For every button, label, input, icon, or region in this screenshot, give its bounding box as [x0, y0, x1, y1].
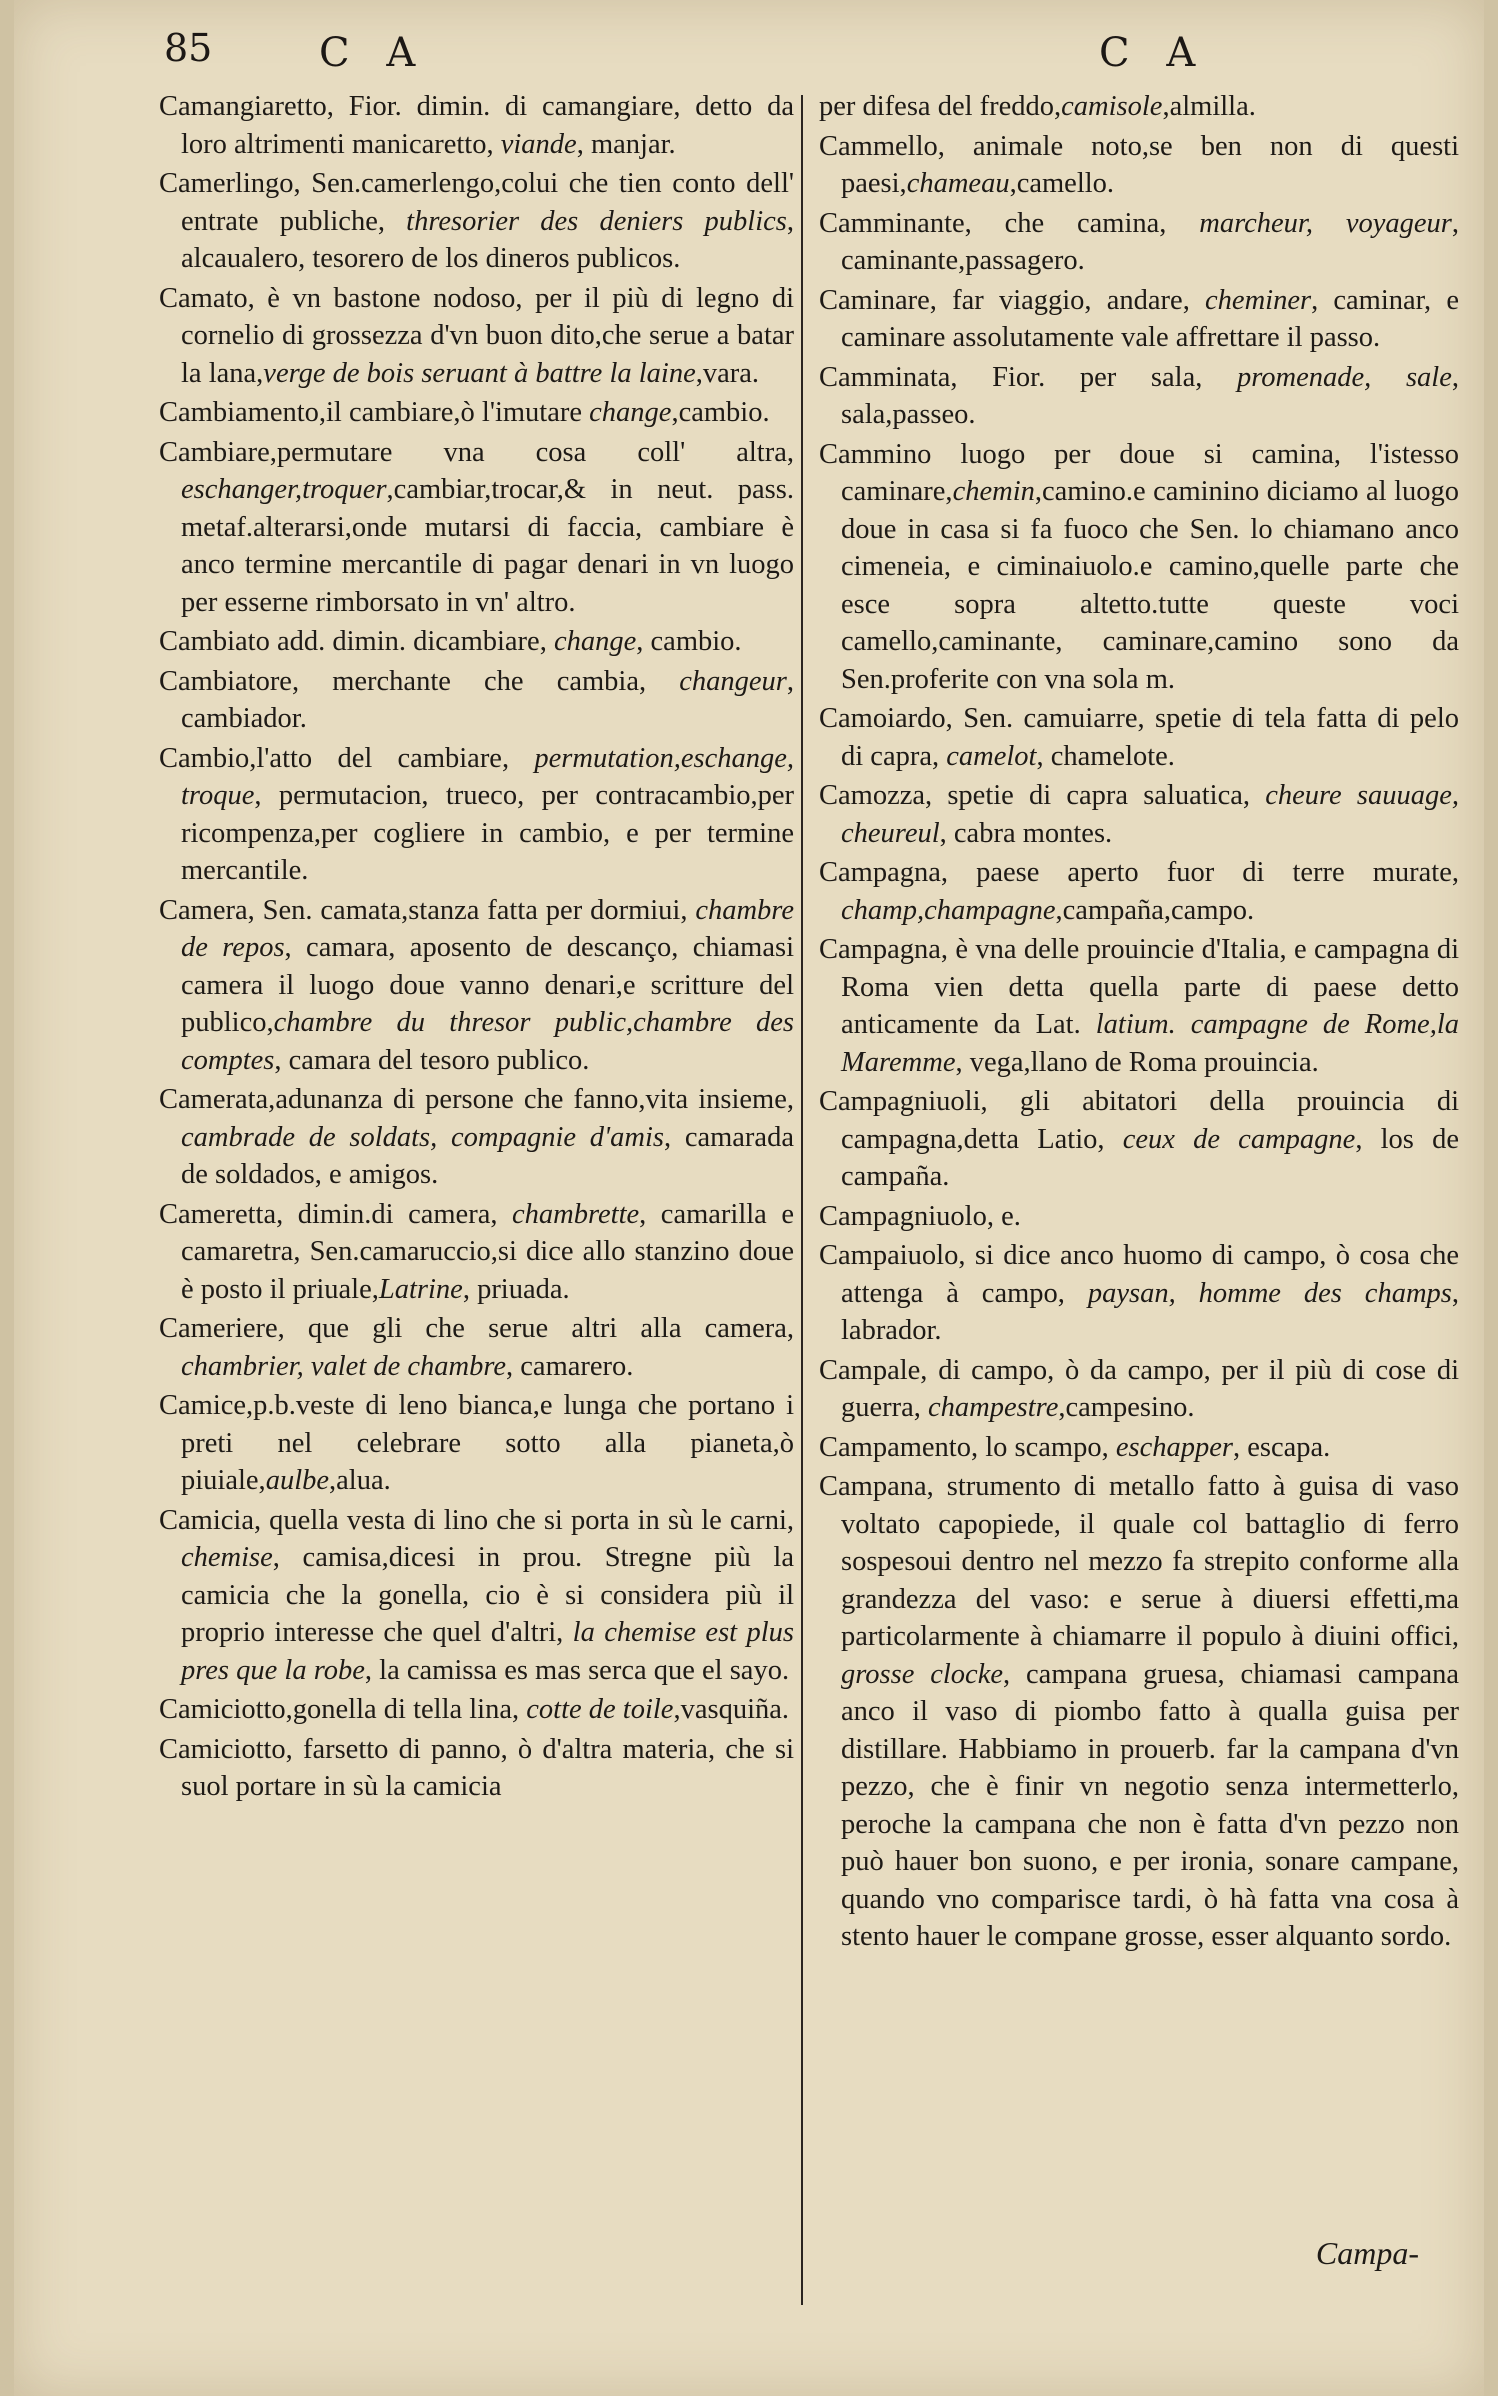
- french-equivalent: cheure sauuage, cheureul: [841, 780, 1459, 849]
- entry-text: ,campaña,campo.: [1055, 894, 1255, 926]
- entry-text: che camina,: [971, 207, 1200, 239]
- entry-text: Sen.camerlengo,colui che tien conto dell' entrate publiche,: [181, 168, 794, 237]
- dictionary-entry: [819, 931, 1459, 1081]
- french-equivalent: grosse clocke: [841, 1658, 1004, 1690]
- french-equivalent: chemise: [181, 1542, 273, 1573]
- french-equivalent: camelot: [946, 740, 1037, 772]
- dictionary-entry: [819, 205, 1459, 280]
- french-equivalent: eschanger,troquer: [181, 474, 387, 505]
- dictionary-entry: [159, 1691, 794, 1729]
- entry-text: luogo per doue si camina, l'istesso caminare,: [841, 438, 1459, 507]
- dictionary-entry: [159, 1502, 794, 1690]
- entry-text: ,camello.: [1009, 168, 1115, 199]
- dictionary-entry: [159, 394, 794, 432]
- dictionary-entry: [819, 1083, 1459, 1196]
- entry-text: e.: [993, 1200, 1021, 1232]
- french-equivalent: cambrade de soldats, compagnie d'amis: [181, 1121, 664, 1153]
- entry-text: , cabra montes.: [939, 817, 1113, 849]
- entry-headword: Campagniuolo,: [819, 1200, 994, 1232]
- french-equivalent: champestre: [928, 1392, 1059, 1423]
- entry-text: , camara del tesoro publico.: [274, 1044, 590, 1076]
- french-equivalent: Latrine: [378, 1273, 463, 1305]
- dictionary-entry: [159, 892, 794, 1080]
- entry-headword: Caminare,: [819, 284, 937, 316]
- entry-headword: Camato,: [159, 282, 255, 314]
- entry-text: gonella di tella lina,: [292, 1694, 527, 1725]
- entry-text: , camarilla e camaretra, Sen.camaruccio,si dice allo stanzino doue è posto il priuale,: [181, 1198, 794, 1305]
- dictionary-page: [14, 0, 1484, 2396]
- entry-text: adunanza di persone che fanno,vita insieme,: [275, 1084, 794, 1115]
- entry-text: è vna delle prouincie d'Italia, e campagna di Roma vien detta quella parte di paese detto anticamente da Lat.: [841, 934, 1459, 1040]
- french-equivalent: chambre du thresor public,chambre des comptes: [181, 1007, 794, 1076]
- entry-text: , caminar, e caminare assolutamente vale affrettare il passo.: [841, 284, 1459, 353]
- french-equivalent: thresorier des deniers publics: [406, 205, 787, 237]
- entry-text: , la camissa es mas serca que el sayo.: [364, 1654, 790, 1686]
- entry-headword: Campagna,: [819, 857, 949, 888]
- entry-headword: Campaiuolo,: [819, 1240, 966, 1271]
- dictionary-entry: [159, 88, 794, 163]
- entry-text: , sala,passeo.: [841, 361, 1459, 430]
- entry-headword: Camice,: [159, 1390, 254, 1421]
- entry-headword: Campamento,: [819, 1431, 979, 1463]
- dictionary-entry: [819, 854, 1459, 929]
- dictionary-entry: [819, 1468, 1459, 1956]
- entry-text: add. dimin. dicambiare,: [269, 626, 554, 657]
- dictionary-entry: [159, 623, 794, 661]
- entry-headword: Campale,: [819, 1354, 928, 1386]
- left-running-head: C A: [319, 30, 428, 76]
- entry-headword: Camminata,: [819, 361, 958, 393]
- entry-text: ,camino.e caminino diciamo al luogo doue in casa si fa fuoco che Sen. lo chiamano anco cimeneia, e ciminaiuolo.e camino,quelle parte che esce sopra altetto.tutte queste voci camello,caminante, caminare,camino sono da Sen.proferite con vna sola m.: [841, 476, 1459, 695]
- dictionary-entry: [819, 128, 1459, 203]
- dictionary-entry: [159, 663, 794, 738]
- entry-text: l'atto del cambiare,: [256, 742, 535, 774]
- left-column: [159, 88, 794, 1808]
- entry-text: , vega,llano de Roma prouincia.: [955, 1046, 1319, 1078]
- entry-text: ,alua.: [329, 1465, 391, 1496]
- entry-headword: Camiciotto,: [159, 1694, 293, 1725]
- dictionary-entry: [819, 1237, 1459, 1350]
- dictionary-entry: [819, 700, 1459, 775]
- dictionary-entry: [159, 1731, 794, 1806]
- entry-text: spetie di capra saluatica,: [932, 780, 1266, 811]
- entry-text: , priuada.: [462, 1273, 570, 1305]
- entry-text: è vn bastone nodoso, per il più di legno di cornelio di grossezza d'vn buon dito,che serue a batar la lana,: [181, 282, 794, 389]
- dictionary-entry: [159, 1081, 794, 1194]
- entry-text: ,vara.: [695, 357, 760, 389]
- dictionary-entry: [819, 282, 1459, 357]
- french-equivalent: change: [589, 397, 672, 428]
- entry-headword: Cameretta,: [159, 1198, 284, 1230]
- dictionary-entry: [159, 1387, 794, 1500]
- entry-text: animale noto,se ben non di questi paesi,: [841, 130, 1459, 199]
- french-equivalent: chemin: [952, 476, 1035, 507]
- entry-text: farsetto di panno, ò d'altra materia, che si suol portare in sù la camicia: [181, 1733, 794, 1802]
- entry-text: merchante che cambia,: [299, 665, 680, 697]
- entry-text: per difesa del freddo,: [819, 91, 1062, 122]
- entry-text: lo scampo,: [978, 1431, 1116, 1463]
- french-equivalent: aulbe: [265, 1465, 330, 1496]
- french-equivalent: verge de bois seruant à battre la laine: [263, 357, 696, 389]
- right-running-head: C A: [1099, 30, 1208, 76]
- entry-text: Fior. dimin. di camangiare, detto da loro altrimenti manicaretto,: [181, 91, 794, 160]
- right-column: [819, 88, 1459, 1958]
- dictionary-entry: [159, 740, 794, 890]
- entry-text: ,cambio.: [671, 397, 770, 428]
- entry-text: , permutacion, trueco, per contracambio,per ricompenza,per cogliere in cambio, e per termine mercantile.: [181, 780, 794, 886]
- entry-text: , camisa,dicesi in prou. Stregne più la camicia che la gonella, cio è si considera più il proprio interesse che quel d'altri,: [181, 1542, 794, 1648]
- french-equivalent: promenade, sale: [1237, 361, 1452, 393]
- entry-text: quella vesta di lino che si porta in sù le carni,: [261, 1504, 794, 1536]
- entry-text: ,vasquiña.: [673, 1694, 790, 1725]
- dictionary-entry: [159, 1310, 794, 1385]
- entry-headword: Cambiamento,: [159, 397, 327, 428]
- dictionary-entry: [819, 777, 1459, 852]
- french-equivalent: camisole: [1061, 91, 1163, 122]
- dictionary-entry: [159, 1196, 794, 1309]
- entry-text: , chamelote.: [1036, 740, 1175, 772]
- entry-text: far viaggio, andare,: [936, 284, 1206, 316]
- french-equivalent: chambrette: [512, 1198, 640, 1230]
- entry-text: si dice anco huomo di campo, ò cosa che attenga à campo,: [841, 1240, 1459, 1309]
- entry-text: paese aperto fuor di terre murate,: [948, 857, 1459, 888]
- entry-headword: Cambiatore,: [159, 665, 300, 697]
- entry-text: , los de campaña.: [841, 1123, 1459, 1192]
- french-equivalent: changeur: [679, 665, 787, 697]
- french-equivalent: paysan, homme des champs: [1087, 1277, 1452, 1309]
- french-equivalent: latium. campagne de Rome,la Maremme: [841, 1009, 1459, 1078]
- entry-headword: Cambio,: [159, 742, 257, 774]
- entry-headword: Camerata,: [159, 1084, 276, 1115]
- entry-text: p.b.veste di leno bianca,e lunga che portano i preti nel celebrare sotto alla pianeta,ò piuiale,: [181, 1390, 794, 1496]
- dictionary-entry: [819, 1352, 1459, 1427]
- entry-headword: Cammino: [819, 438, 932, 470]
- entry-headword: Cameriere,: [159, 1313, 285, 1344]
- french-equivalent: champ,champagne: [841, 894, 1056, 926]
- entry-headword: Camozza,: [819, 780, 933, 811]
- entry-text: Sen. camuiarre, spetie di tela fatta di pelo di capra,: [841, 703, 1459, 772]
- entry-text: , camarada de soldados, e amigos.: [181, 1121, 794, 1190]
- french-equivalent: chambrier, valet de chambre: [181, 1350, 507, 1382]
- french-equivalent: chambre de repos: [181, 894, 794, 963]
- column-divider: [801, 95, 803, 2305]
- french-equivalent: permutation,eschange, troque: [181, 742, 794, 811]
- dictionary-entry: [819, 1198, 1459, 1236]
- entry-text: il cambiare,ò l'imutare: [326, 397, 590, 428]
- entry-text: ,campesino.: [1058, 1392, 1195, 1423]
- catchword: Campa-: [1315, 2235, 1419, 2271]
- entry-headword: Camera,: [159, 894, 255, 926]
- entry-headword: Campagniuoli,: [819, 1086, 988, 1117]
- french-equivalent: la chemise est plus pres que la robe: [181, 1617, 794, 1686]
- dictionary-entry: [819, 436, 1459, 699]
- entry-headword: Cambiare,: [159, 436, 277, 468]
- french-equivalent: eschapper: [1115, 1431, 1233, 1463]
- dictionary-entry: [819, 1429, 1459, 1467]
- entry-text: , cambio.: [636, 626, 742, 657]
- french-equivalent: cotte de toile: [526, 1694, 674, 1725]
- dictionary-entry: [159, 434, 794, 622]
- entry-text: , camarero.: [506, 1350, 634, 1382]
- page-number: 85: [164, 26, 213, 70]
- entry-headword: Cambiato: [159, 626, 270, 657]
- french-equivalent: viande: [500, 128, 577, 160]
- entry-text: , manjar.: [576, 128, 676, 160]
- entry-text: gli abitatori della prouincia di campagna,detta Latio,: [841, 1086, 1459, 1155]
- entry-text: Fior. per sala,: [957, 361, 1238, 393]
- french-equivalent: cheminer: [1205, 284, 1312, 316]
- entry-text: Sen. camata,stanza fatta per dormiui,: [254, 894, 696, 926]
- entry-text: que gli che serue altri alla camera,: [284, 1313, 794, 1344]
- entry-text: permutare vna cosa coll' altra,: [276, 436, 794, 468]
- entry-text: , caminante,passagero.: [841, 207, 1459, 276]
- entry-text: ,cambiar,trocar,& in neut. pass. metaf.alterarsi,onde mutarsi di faccia, cambiare è anco termine mercantile di pagar denari in vn luogo per esserne rimborsato in vn' altro.: [181, 474, 794, 618]
- entry-headword: Camminante,: [819, 207, 972, 239]
- entry-text: di campo, ò da campo, per il più di cose di guerra,: [841, 1354, 1459, 1423]
- french-equivalent: change: [553, 626, 637, 657]
- dictionary-entry: [819, 359, 1459, 434]
- entry-text: dimin.di camera,: [283, 1198, 512, 1230]
- french-equivalent: marcheur, voyageur: [1199, 207, 1452, 239]
- french-equivalent: ceux de campagne: [1122, 1123, 1356, 1155]
- entry-headword: Campagna,: [819, 934, 949, 965]
- french-equivalent: chameau: [906, 168, 1010, 199]
- entry-text: , escapa.: [1232, 1431, 1331, 1463]
- entry-text: strumento di metallo fatto à guisa di vaso voltato capopiede, il quale col battaglio di ferro sospesoui dentro nel mezzo fa strepito conforme alla grandezza del vaso: e serue à diuersi effetti,ma particolarmente à chiamarre il populo à diuini offici,: [841, 1471, 1459, 1652]
- entry-text: , alcaualero, tesorero de los dineros publicos.: [181, 205, 794, 274]
- entry-text: , campana gruesa, chiamasi campana anco il vaso di piombo fatto à qualla guisa per distillare. Habbiamo in prouerb. far la campana d'vn pezzo, che è finir vn negotio senza intermetterlo, peroche la campana che non è fatta d'vn pezzo non può hauer bon suono, e per ironia, sonare campane, quando vno comparisce tardi, ò hà fatta vna cosa à stento hauer le compane grosse, esser alquanto sordo.: [841, 1658, 1459, 1952]
- entry-headword: Camangiaretto,: [159, 91, 334, 122]
- dictionary-entry: [159, 280, 794, 393]
- entry-text: , labrador.: [841, 1277, 1459, 1346]
- entry-headword: Camerlingo,: [159, 168, 301, 199]
- entry-headword: Camoiardo,: [819, 703, 953, 734]
- dictionary-entry: [819, 88, 1459, 126]
- entry-headword: Cammello,: [819, 130, 945, 162]
- entry-text: ,almilla.: [1162, 91, 1256, 122]
- entry-text: , cambiador.: [181, 665, 794, 734]
- entry-text: , camara, aposento de descanço, chiamasi camera il luogo doue vanno denari,e scritture del publico,: [181, 932, 794, 1038]
- entry-headword: Camiciotto,: [159, 1733, 293, 1765]
- entry-headword: Campana,: [819, 1471, 934, 1502]
- dictionary-entry: [159, 165, 794, 278]
- entry-headword: Camicia,: [159, 1504, 262, 1536]
